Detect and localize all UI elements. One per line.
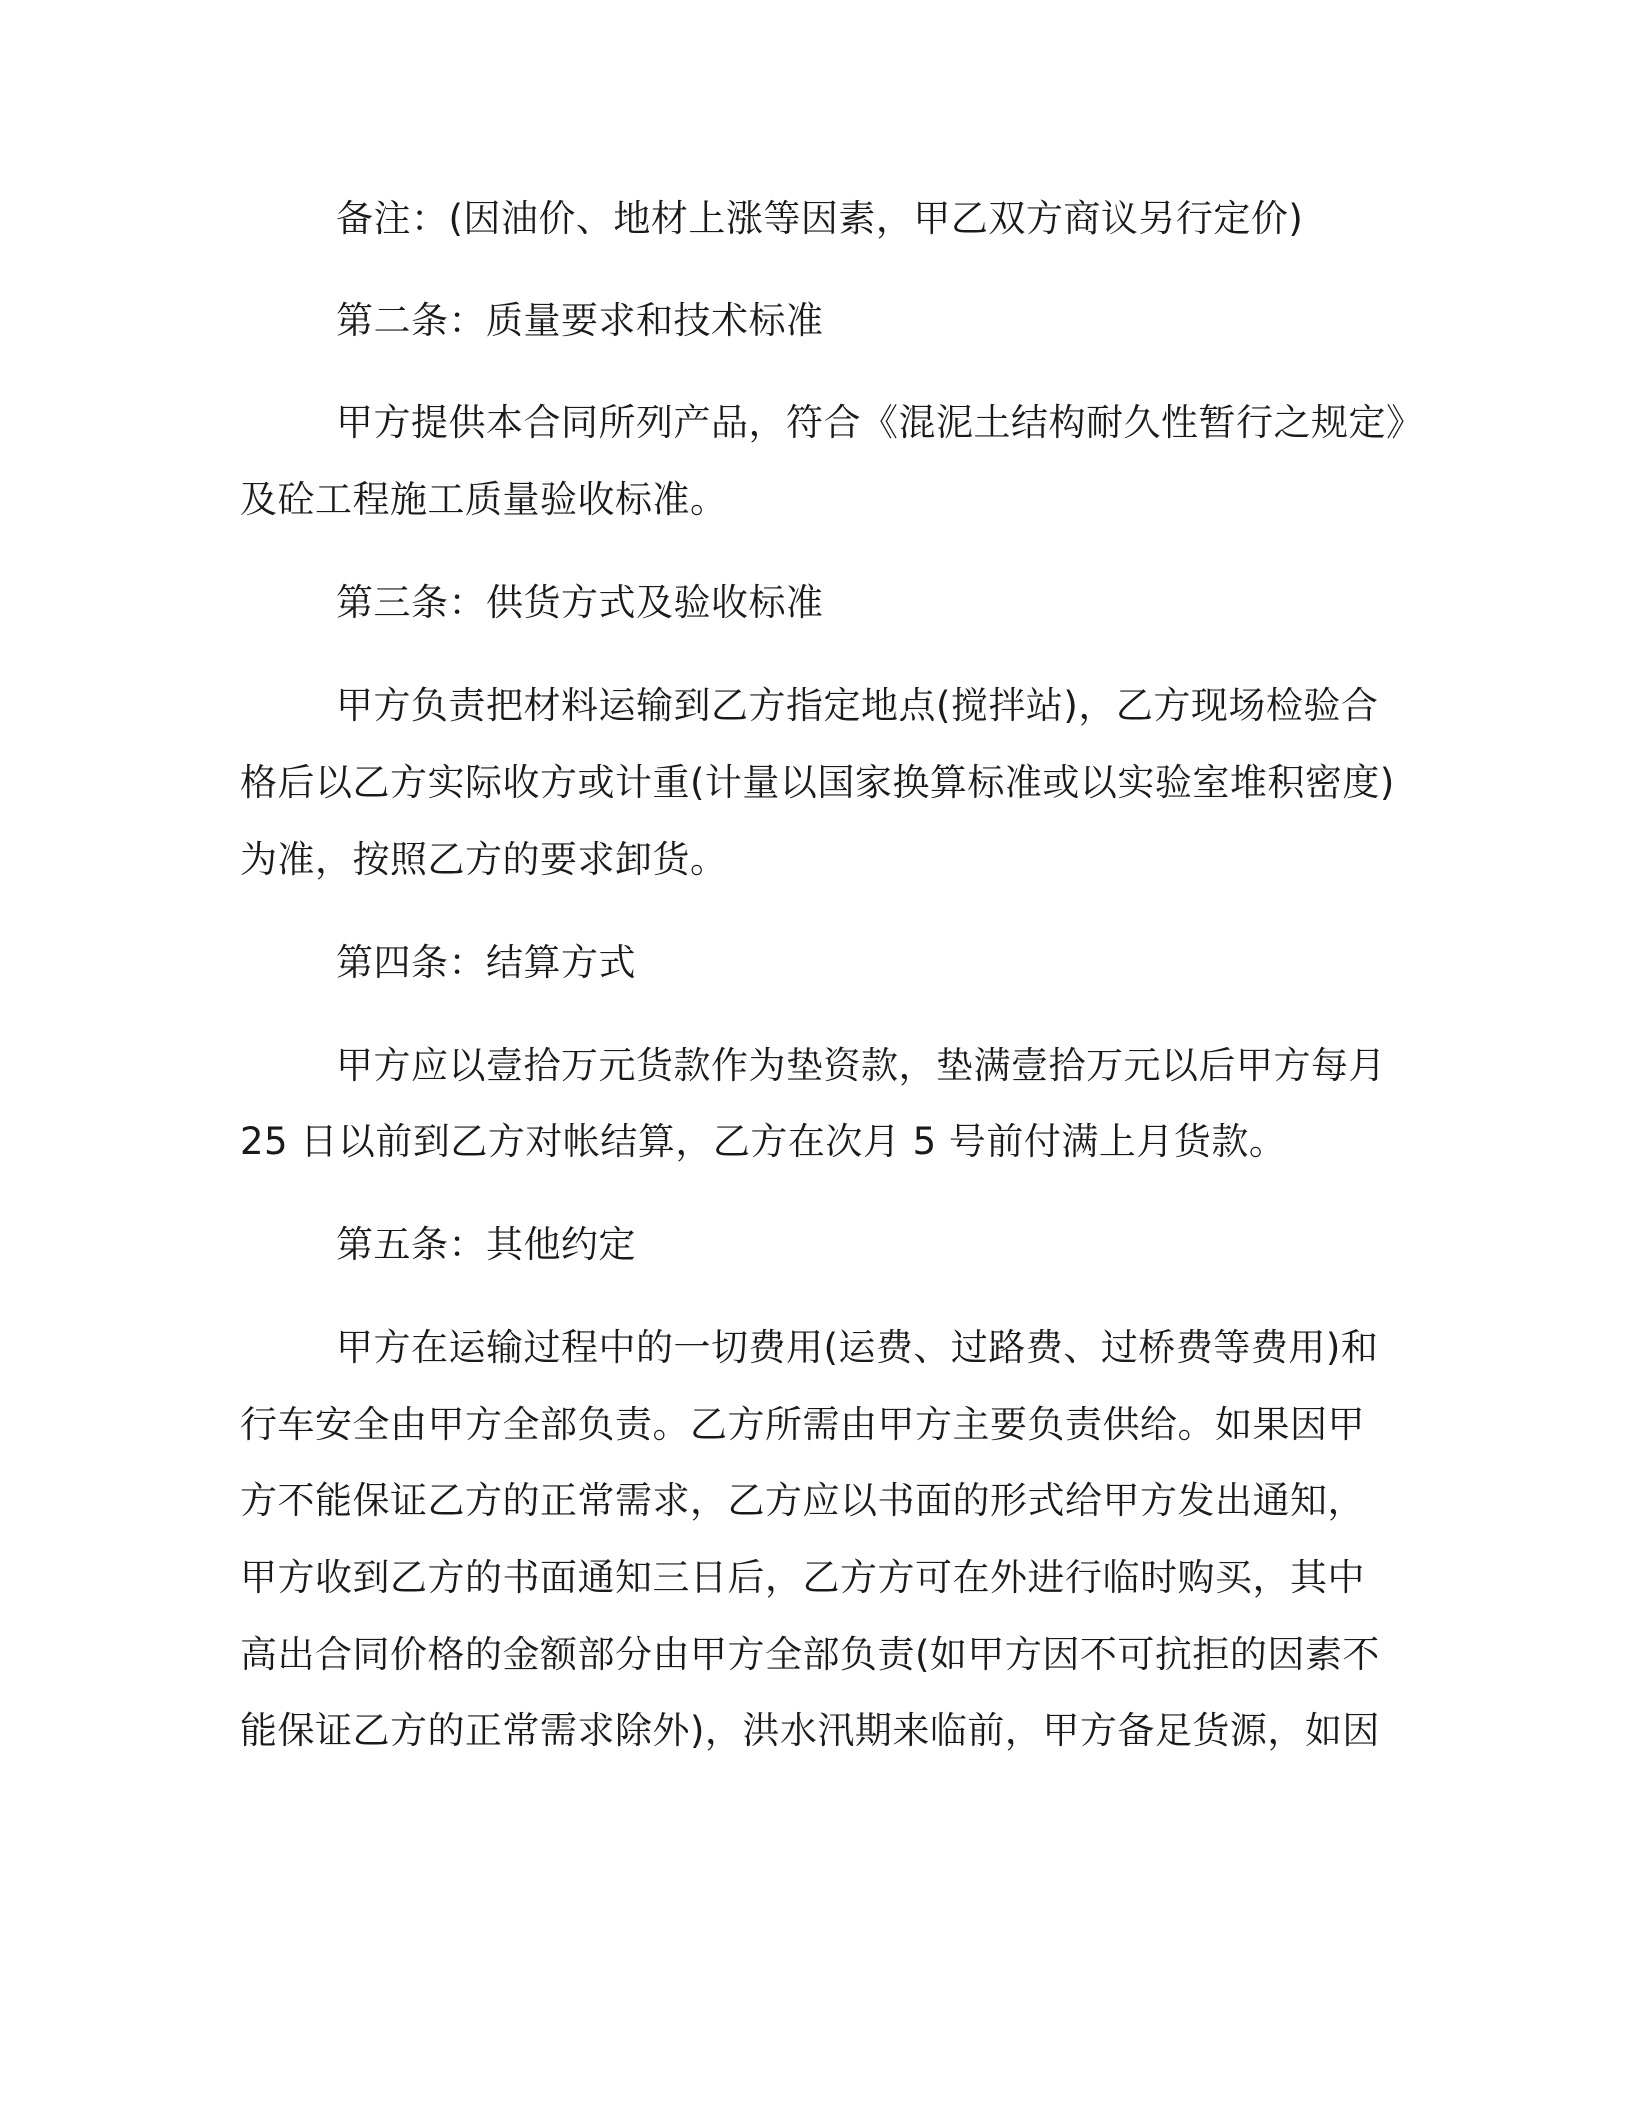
clause-3-heading: 第三条：供货方式及验收标准	[336, 581, 824, 624]
clause-5-text-line: 高出合同价格的金额部分由甲方全部负责(如甲方因不可抗拒的因素不	[240, 1633, 1380, 1676]
clause-5-text-line: 能保证乙方的正常需求除外)，洪水汛期来临前，甲方备足货源，如因	[240, 1709, 1380, 1752]
clause-5-heading: 第五条：其他约定	[336, 1223, 636, 1266]
clause-5-text-line: 行车安全由甲方全部负责。乙方所需由甲方主要负责供给。如果因甲	[240, 1403, 1365, 1446]
clause-4-text-line: 甲方应以壹拾万元货款作为垫资款，垫满壹拾万元以后甲方每月	[336, 1044, 1386, 1087]
clause-2-text-line: 及砼工程施工质量验收标准。	[240, 478, 728, 521]
clause-5-text-line: 甲方收到乙方的书面通知三日后，乙方方可在外进行临时购买，其中	[240, 1556, 1365, 1599]
clause-5-text-line: 方不能保证乙方的正常需求，乙方应以书面的形式给甲方发出通知，	[240, 1479, 1365, 1522]
clause-4-heading: 第四条：结算方式	[336, 941, 636, 984]
clause-4-text-line: 25 日以前到乙方对帐结算，乙方在次月 5 号前付满上月货款。	[240, 1120, 1287, 1163]
remark-line: 备注：(因油价、地材上涨等因素，甲乙双方商议另行定价)	[336, 197, 1304, 240]
clause-3-text-line: 为准，按照乙方的要求卸货。	[240, 838, 728, 881]
clause-2-heading: 第二条：质量要求和技术标准	[336, 299, 824, 342]
clause-3-text-line: 格后以乙方实际收方或计重(计量以国家换算标准或以实验室堆积密度)	[240, 761, 1395, 804]
clause-2-text-line: 甲方提供本合同所列产品，符合《混泥土结构耐久性暂行之规定》	[336, 401, 1424, 444]
clause-3-text-line: 甲方负责把材料运输到乙方指定地点(搅拌站)，乙方现场检验合	[336, 684, 1379, 727]
clause-5-text-line: 甲方在运输过程中的一切费用(运费、过路费、过桥费等费用)和	[336, 1326, 1379, 1369]
